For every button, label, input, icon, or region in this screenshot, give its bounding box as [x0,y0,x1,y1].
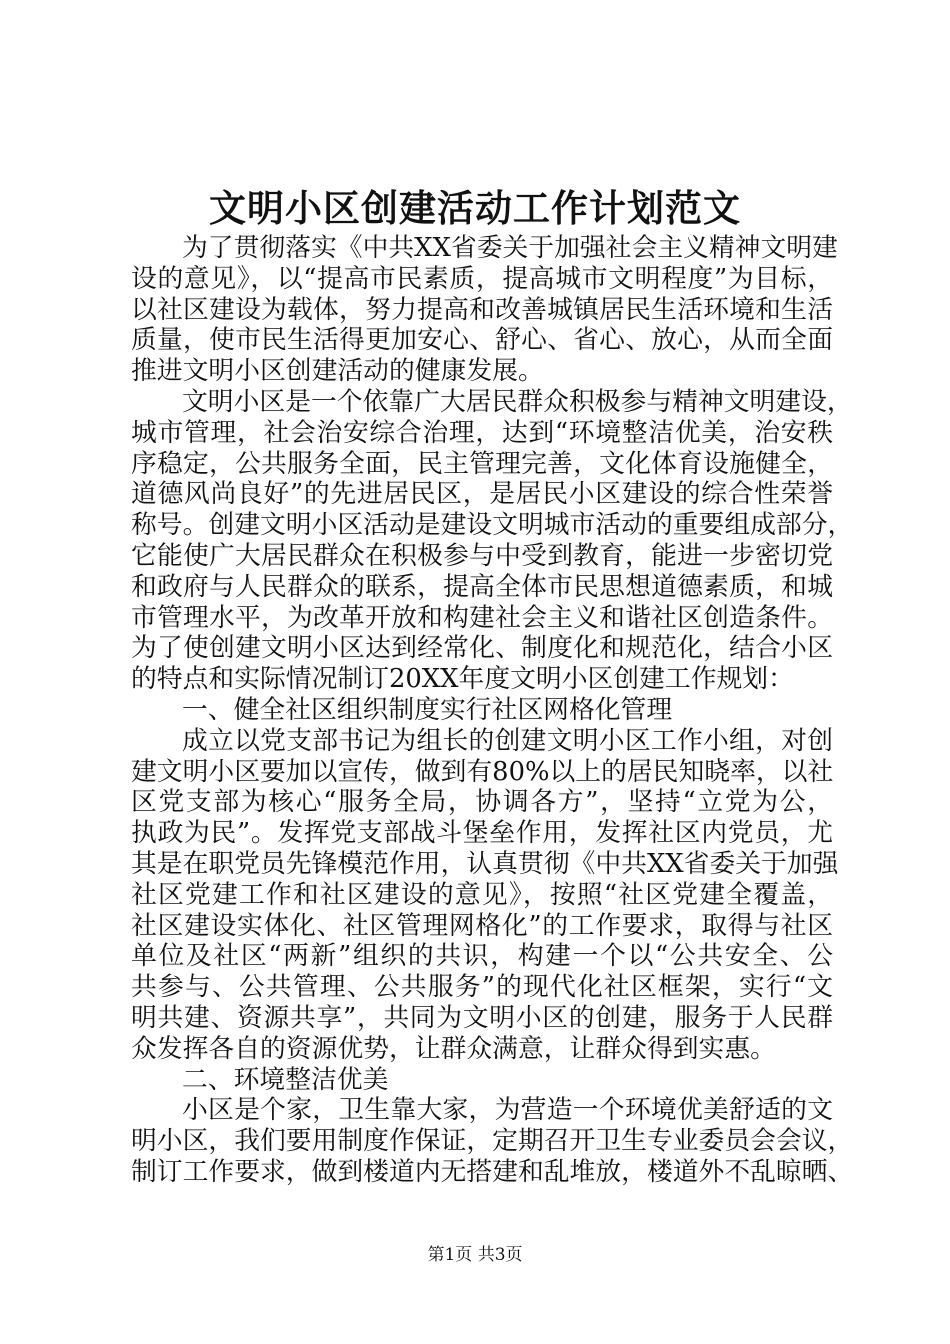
text-line: 众发挥各自的资源优势，让群众满意，让群众得到实惠。 [131,1033,776,1064]
document-title: 文明小区创建活动工作计划范文 [209,186,741,230]
text-line: 一、健全社区组织制度实行社区网格化管理 [182,694,673,725]
text-line: 质量，使市民生活得更加安心、舒心、省心、放心，从而全面 [131,325,833,356]
document-body [131,233,854,1188]
text-line: 二、环境整洁优美 [182,1064,389,1095]
text-line: 以社区建设为载体，努力提高和改善城镇居民生活环境和生活 [131,294,833,325]
text-line: 明小区，我们要用制度作保证，定期召开卫生专业委员会会议， [131,1126,854,1157]
text-line: 成立以党支部书记为组长的创建文明小区工作小组，对创 [182,725,833,756]
text-line: 为了贯彻落实《中共XX省委关于加强社会主义精神文明建 [182,233,838,263]
text-line: 文明小区是一个依靠广大居民群众积极参与精神文明建设， [182,386,853,417]
text-line: 执政为民”。发挥党支部战斗堡垒作用，发挥社区内党员，尤 [131,818,833,849]
text-line: 建文明小区要加以宣传，做到有80%以上的居民知晓率，以社 [131,756,834,787]
text-line: 称号。创建文明小区活动是建设文明城市活动的重要组成部分， [131,510,854,541]
page-footer: 第1页 共3页 [427,1245,523,1265]
text-line: 为了使创建文明小区达到经常化、制度化和规范化，结合小区 [131,633,833,664]
text-line: 市管理水平，为改革开放和构建社会主义和谐社区创造条件。 [131,602,833,633]
text-line: 其是在职党员先锋模范作用，认真贯彻《中共XX省委关于加强 [131,848,839,879]
text-line: 和政府与人民群众的联系，提高全体市民思想道德素质，和城 [131,571,833,602]
text-line: 明共建、资源共享”，共同为文明小区的创建，服务于人民群 [131,1002,833,1033]
text-line: 社区党建工作和社区建设的意见》，按照“社区党建全覆盖， [131,879,833,910]
text-line: 城市管理，社会治安综合治理，达到“环境整洁优美，治安秩 [131,417,833,448]
text-line: 制订工作要求，做到楼道内无搭建和乱堆放，楼道外不乱晾晒、 [131,1156,854,1187]
text-line: 区党支部为核心“服务全局，协调各方”，坚持“立党为公， [131,787,833,818]
text-line: 推进文明小区创建活动的健康发展。 [131,356,544,387]
text-line: 小区是个家，卫生靠大家，为营造一个环境优美舒适的文 [182,1095,833,1126]
text-line: 单位及社区“两新”组织的共识，构建一个以“公共安全、公 [131,941,833,972]
text-line: 的特点和实际情况制订20XX年度文明小区创建工作规划： [131,664,794,695]
text-line: 共参与、公共管理、公共服务”的现代化社区框架，实行“文 [131,972,833,1003]
text-line: 它能使广大居民群众在积极参与中受到教育，能进一步密切党 [131,540,833,571]
text-line: 设的意见》，以“提高市民素质，提高城市文明程度”为目标， [131,263,833,294]
text-line: 社区建设实体化、社区管理网格化”的工作要求，取得与社区 [131,910,833,941]
text-line: 序稳定，公共服务全面，民主管理完善，文化体育设施健全， [131,448,833,479]
text-line: 道德风尚良好”的先进居民区，是居民小区建设的综合性荣誉 [131,479,833,510]
